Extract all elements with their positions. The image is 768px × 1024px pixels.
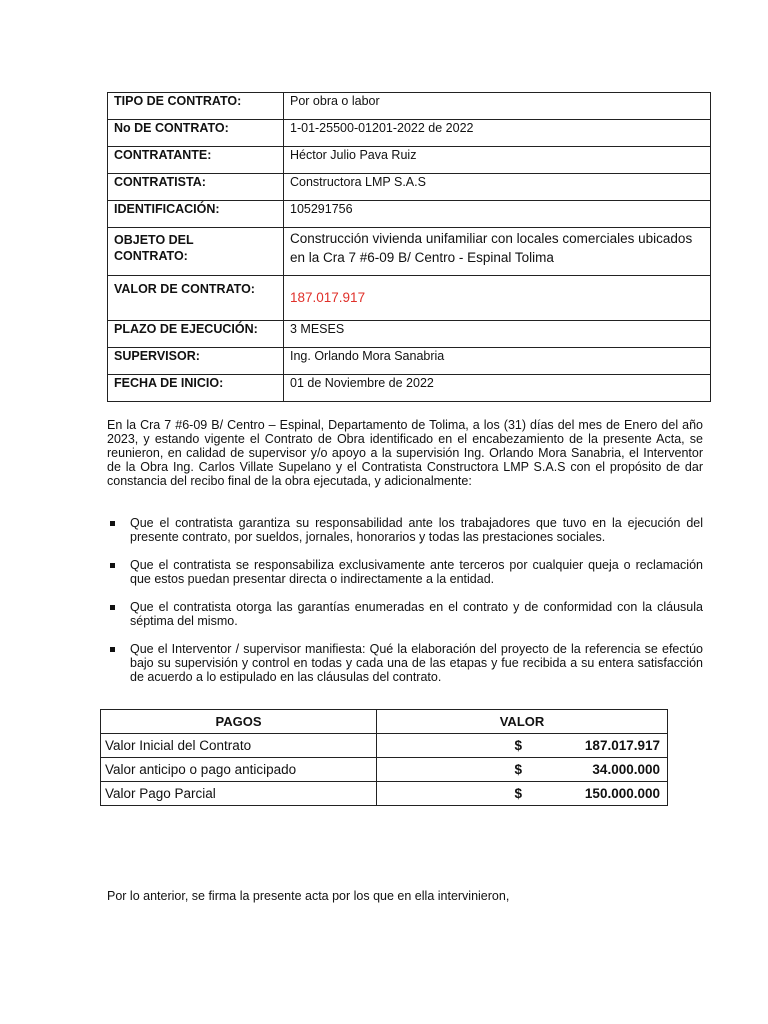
payment-amount: 187.017.917 [522, 734, 668, 758]
contract-row-valor [108, 276, 711, 321]
list-item [107, 600, 703, 628]
contract-row-contratista [108, 174, 711, 201]
contract-row-tipo [108, 93, 711, 120]
contract-value: Constructora LMP S.A.S [284, 174, 711, 201]
contract-label: No DE CONTRATO: [108, 120, 284, 147]
list-item-text: Que el contratista garantiza su responsabilidad ante los trabajadores que tuvo en la ejecución del presente contrato, por sueldos, jornales, honorarios y todas las prestaciones sociales. [130, 516, 703, 544]
square-bullet-icon [110, 563, 115, 568]
list-item [107, 558, 703, 586]
square-bullet-icon [110, 605, 115, 610]
contract-row-fecha [108, 375, 711, 402]
table-row [101, 734, 668, 758]
contract-value: Héctor Julio Pava Ruiz [284, 147, 711, 174]
contract-label-line: OBJETO DEL [114, 233, 194, 247]
contract-row-objeto [108, 228, 711, 276]
contract-value: 105291756 [284, 201, 711, 228]
list-item [107, 642, 703, 684]
currency-symbol: $ [377, 782, 523, 806]
currency-symbol: $ [377, 734, 523, 758]
square-bullet-icon [110, 647, 115, 652]
contract-value: Por obra o labor [284, 93, 711, 120]
contract-value: Construcción vivienda unifamiliar con locales comerciales ubicados en la Cra 7 #6-09 B/ Centro - Espinal Tolima [284, 228, 711, 276]
contract-row-numero [108, 120, 711, 147]
contract-label [108, 228, 284, 276]
contract-value: 3 MESES [284, 321, 711, 348]
contract-row-identificacion [108, 201, 711, 228]
contract-info-table [107, 92, 711, 402]
contract-label: PLAZO DE EJECUCIÓN: [108, 321, 284, 348]
payments-table [100, 709, 668, 806]
table-row [101, 782, 668, 806]
list-item-text: Que el contratista se responsabiliza exclusivamente ante terceros por cualquier queja o reclamación que estos puedan presentar directa o indirectamente a la entidad. [130, 558, 703, 586]
list-item-text: Que el Interventor / supervisor manifiesta: Qué la elaboración del proyecto de la referencia se efectúo bajo su supervisión y control en todas y cada una de las etapas y fue recibida a su entera satisfacción de acuerdo a lo estipulado en las cláusulas del contrato. [130, 642, 703, 684]
contract-label: TIPO DE CONTRATO: [108, 93, 284, 120]
contract-value: 1-01-25500-01201-2022 de 2022 [284, 120, 711, 147]
payment-amount: 34.000.000 [522, 758, 668, 782]
contract-row-contratante [108, 147, 711, 174]
contract-label: SUPERVISOR: [108, 348, 284, 375]
contract-label: CONTRATANTE: [108, 147, 284, 174]
list-item-text: Que el contratista otorga las garantías enumeradas en el contrato y de conformidad con la cláusula séptima del mismo. [130, 600, 703, 628]
bullet-list [107, 516, 703, 698]
contract-row-supervisor [108, 348, 711, 375]
list-item [107, 516, 703, 544]
contract-label: FECHA DE INICIO: [108, 375, 284, 402]
contract-label: VALOR DE CONTRATO: [108, 276, 284, 321]
payments-header-pagos: PAGOS [101, 710, 377, 734]
payments-header-valor: VALOR [377, 710, 668, 734]
payments-header-row [101, 710, 668, 734]
currency-symbol: $ [377, 758, 523, 782]
closing-sentence: Por lo anterior, se firma la presente acta por los que en ella intervinieron, [107, 889, 510, 903]
contract-value: Ing. Orlando Mora Sanabria [284, 348, 711, 375]
payment-label: Valor Inicial del Contrato [101, 734, 377, 758]
payment-label: Valor Pago Parcial [101, 782, 377, 806]
contract-label: IDENTIFICACIÓN: [108, 201, 284, 228]
contract-value-amount: 187.017.917 [284, 276, 711, 321]
contract-value: 01 de Noviembre de 2022 [284, 375, 711, 402]
square-bullet-icon [110, 521, 115, 526]
payment-label: Valor anticipo o pago anticipado [101, 758, 377, 782]
contract-row-plazo [108, 321, 711, 348]
contract-label: CONTRATISTA: [108, 174, 284, 201]
table-row [101, 758, 668, 782]
intro-paragraph: En la Cra 7 #6-09 B/ Centro – Espinal, Departamento de Tolima, a los (31) días del mes de Enero del año 2023, y estando vigente el Contrato de Obra identificado en el encabezamiento de la presente Acta, se reunieron, en calidad de supervisor y/o apoyo a la supervisión Ing. Orlando Mora Sanabria, el Interventor de la Obra Ing. Carlos Villate Supelano y el Contratista Constructora LMP S.A.S con el propósito de dar constancia del recibo final de la obra ejecutada, y adicionalmente: [107, 418, 703, 488]
contract-label-line: CONTRATO: [114, 249, 188, 263]
payment-amount: 150.000.000 [522, 782, 668, 806]
